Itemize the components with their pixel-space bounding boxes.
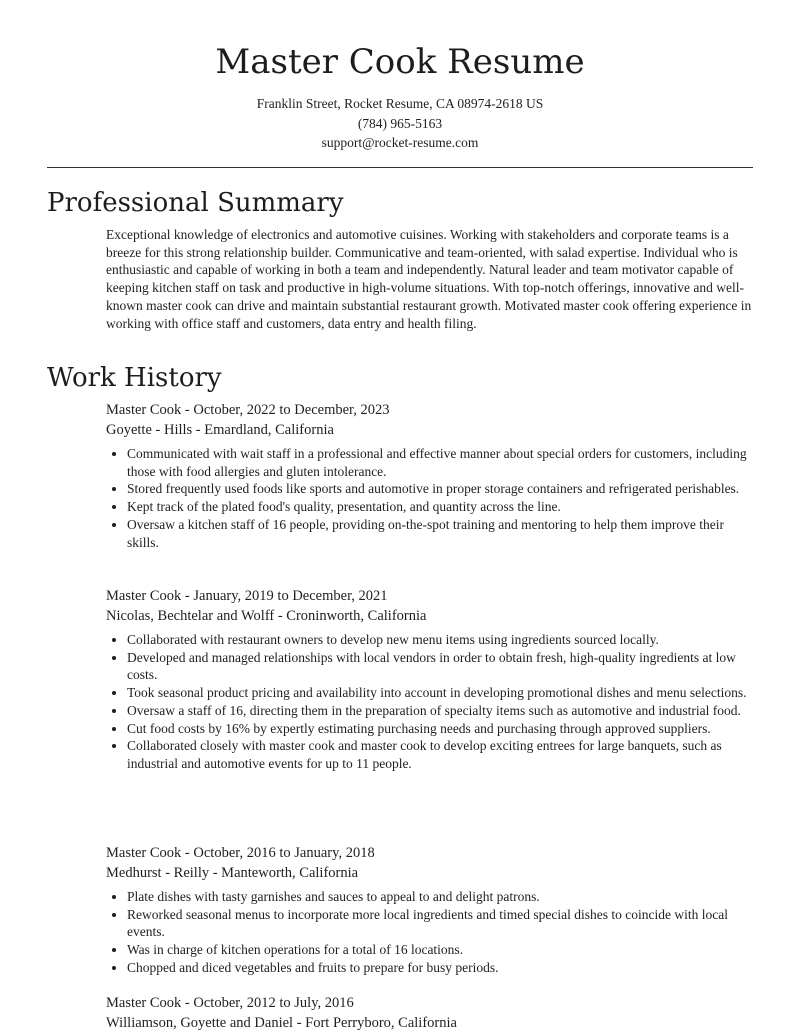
list-item: • Collaborated closely with master cook and master cook to develop exciting entrees for large banquets, such as industrial and automotive events for up to 11 people. xyxy=(127,737,756,772)
phone: (784) 965-5163 xyxy=(357,115,443,131)
job-entry xyxy=(106,401,756,551)
job-title: Master Cook - October, 2016 to January, 2018 xyxy=(106,845,375,861)
job-employer: Williamson, Goyette and Daniel - Fort Perryboro, California xyxy=(106,1014,457,1031)
header-divider xyxy=(47,167,753,168)
resume-title: Master Cook Resume xyxy=(215,42,585,82)
list-item: • Cut food costs by 16% by expertly estimating purchasing needs and purchasing through approved suppliers. xyxy=(127,720,756,738)
summary-heading: Professional Summary xyxy=(47,188,344,218)
contact-block xyxy=(0,94,800,153)
summary-text: Exceptional knowledge of electronics and automotive cuisines. Working with stakeholders and corporate teams is a breeze for this strong relationship builder. Communicative and team-oriented, with salad expertise. Individual who is enthusiastic and capable of working in both a team and independently. Natural leader and team motivator capable of keeping kitchen staff on task and productive in high-volume situations. With top-notch offerings, innovative and well-known master cook can drive and maintain substantial restaurant growth. Motivated master cook offering experience in working with office staff and customers, data entry and health filing. xyxy=(106,227,752,331)
list-item: • Plate dishes with tasty garnishes and sauces to appeal to and delight patrons. xyxy=(127,888,756,906)
job-employer: Goyette - Hills - Emardland, California xyxy=(106,421,334,438)
list-item: • Oversaw a staff of 16, directing them in the preparation of specialty items such as automotive and industrial food. xyxy=(127,702,756,720)
list-item: • Oversaw a kitchen staff of 16 people, providing on-the-spot training and mentoring to help them improve their skills. xyxy=(127,516,756,551)
list-item: • Stored frequently used foods like sports and automotive in proper storage containers and refrigerated perishables. xyxy=(127,480,756,498)
email: support@rocket-resume.com xyxy=(321,135,479,150)
list-item: • Collaborated with restaurant owners to develop new menu items using ingredients sourced locally. xyxy=(127,631,756,649)
job-employer: Nicolas, Bechtelar and Wolff - Croninworth, California xyxy=(106,607,427,624)
job-title: Master Cook - January, 2019 to December, 2021 xyxy=(106,588,388,604)
job-bullets xyxy=(106,888,756,977)
job-bullets xyxy=(106,445,756,551)
list-item: • Was in charge of kitchen operations for a total of 16 locations. xyxy=(127,941,756,959)
list-item: • Developed and managed relationships with local vendors in order to obtain fresh, high-quality ingredients at low costs. xyxy=(127,649,756,684)
list-item: • Reworked seasonal menus to incorporate more local ingredients and timed special dishes to coincide with local events. xyxy=(127,906,756,941)
list-item: • Kept track of the plated food's quality, presentation, and quantity across the line. xyxy=(127,498,756,516)
job-employer: Medhurst - Reilly - Manteworth, California xyxy=(106,864,359,881)
job-title: Master Cook - October, 2012 to July, 2016 xyxy=(106,995,354,1011)
job-title: Master Cook - October, 2022 to December, 2023 xyxy=(106,402,390,418)
list-item: • Chopped and diced vegetables and fruits to prepare for busy periods. xyxy=(127,959,756,977)
address: Franklin Street, Rocket Resume, CA 08974-2618 US xyxy=(256,96,544,111)
work-history-heading: Work History xyxy=(47,363,222,393)
job-bullets xyxy=(106,631,756,773)
job-entry xyxy=(106,587,756,773)
list-item: • Communicated with wait staff in a professional and effective manner about special orders for customers, including those with food allergies and gluten intolerance. xyxy=(127,445,756,480)
list-item: • Took seasonal product pricing and availability into account in developing promotional dishes and menu selections. xyxy=(127,684,756,702)
job-entry xyxy=(106,844,756,977)
job-entry xyxy=(106,994,756,1033)
